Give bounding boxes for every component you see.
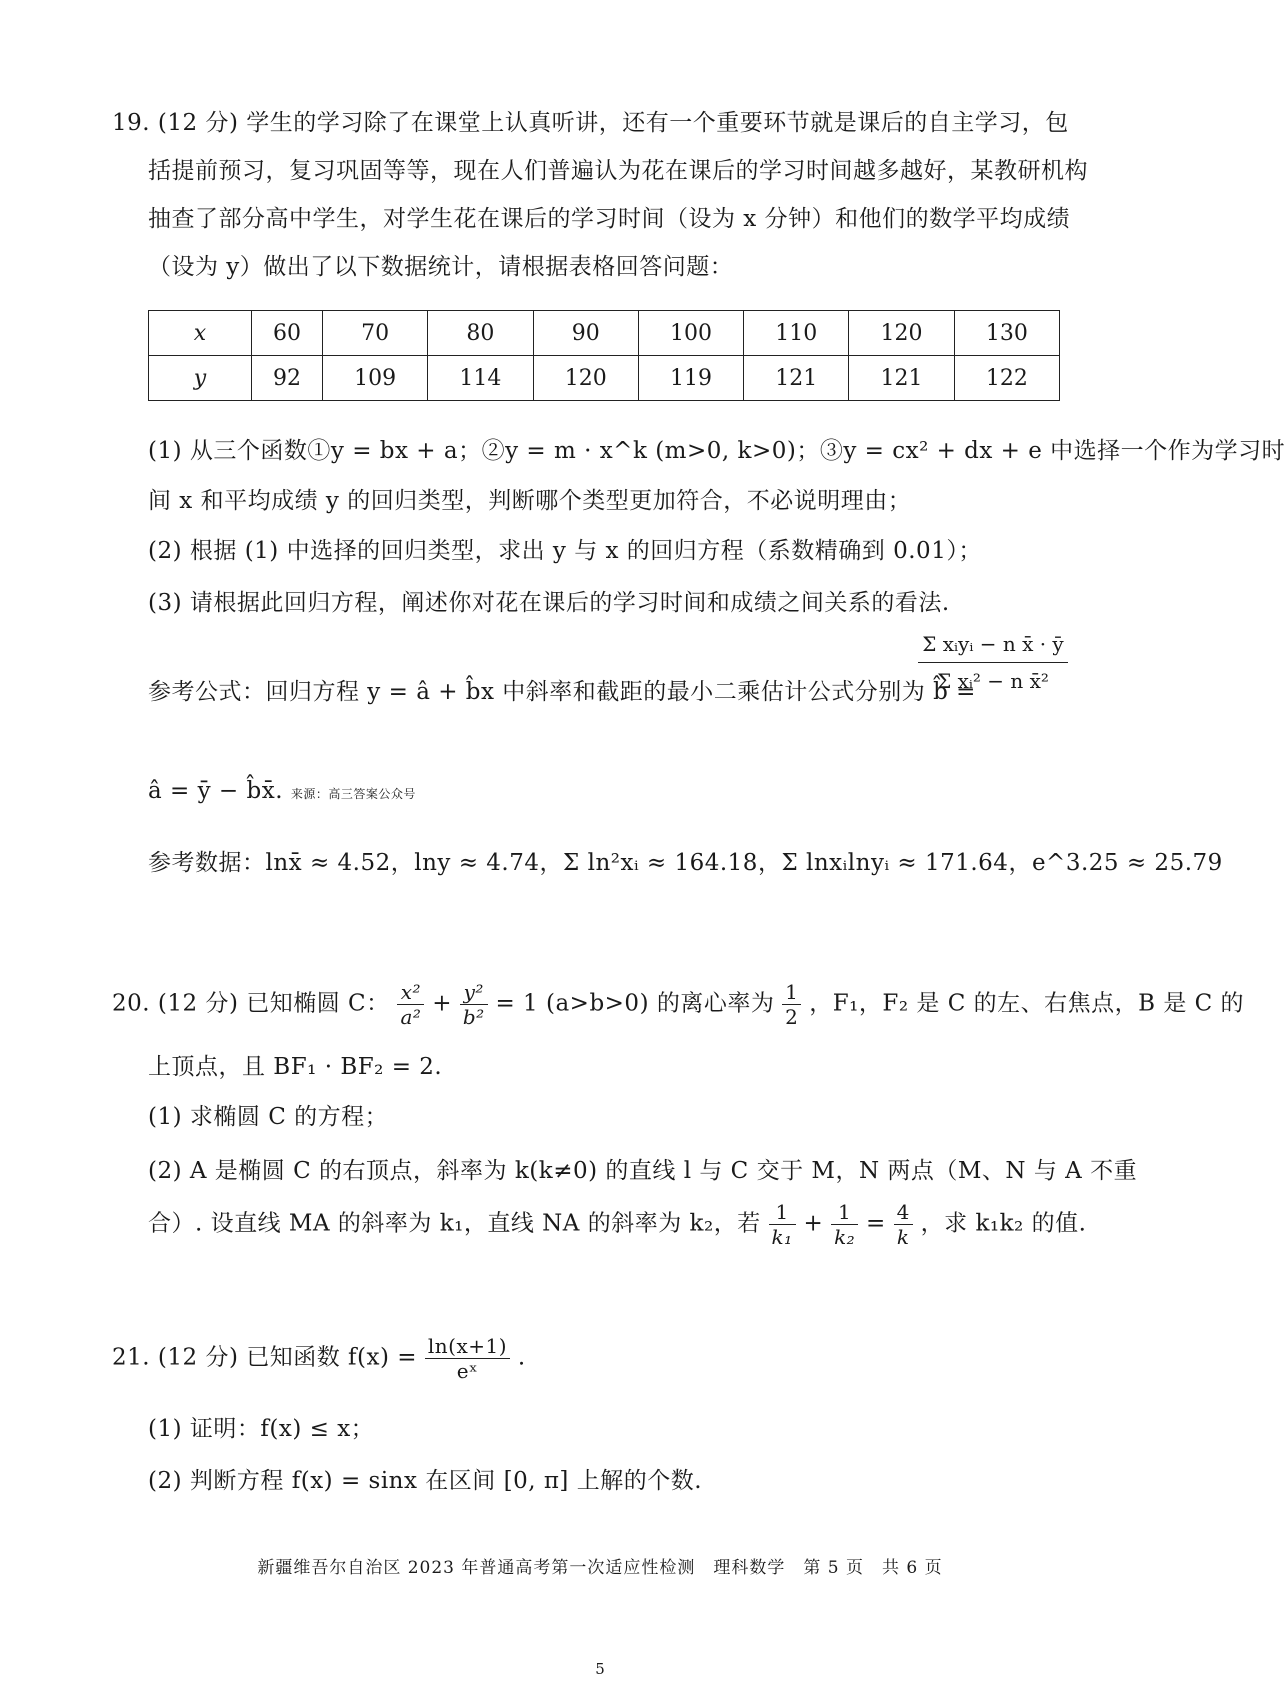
question-part: (3) 请根据此回归方程，阐述你对花在课后的学习时间和成绩之间关系的看法. (148, 590, 950, 616)
table-header-x: x (149, 311, 252, 356)
table-cell: 130 (954, 311, 1059, 356)
table-cell: 70 (323, 311, 428, 356)
question-text: 合）. 设直线 MA 的斜率为 k₁，直线 NA 的斜率为 k₂，若 (148, 1210, 761, 1237)
question-part: (2) 根据 (1) 中选择的回归类型，求出 y 与 x 的回归方程（系数精确到 0.01）； (148, 538, 982, 564)
question-part: (1) 从三个函数①y = bx + a；②y = m · x^k (m>0, k>0)；③y = cx² + dx + e 中选择一个作为学习时 (148, 438, 1285, 464)
table-cell: 80 (428, 311, 533, 356)
source-note: 来源：高三答案公众号 (290, 787, 416, 801)
fraction-denominator: Σ xᵢ² − n x̄² (937, 669, 1049, 693)
slope-fraction-2: $\frac{1}{\text{k₂}}$ (831, 1200, 858, 1249)
intercept-formula (148, 778, 416, 804)
intercept-formula-text: â = ȳ − b̂x̄. (148, 778, 283, 804)
question-21: 21. (12 分) 已知函数 f(x) = $\frac{\ln(x+1)}{\text{eˣ}}$ . (112, 1334, 526, 1383)
data-table (148, 310, 1060, 401)
slope-formula-fraction (918, 632, 1068, 693)
function-fraction: $\frac{\ln(x+1)}{\text{eˣ}}$ (425, 1334, 510, 1383)
question-19 (112, 104, 1069, 137)
question-text: (12 分) 已知椭圆 C： (157, 990, 390, 1017)
question-number: 21. (112, 1344, 151, 1371)
table-cell: 121 (744, 356, 849, 401)
reference-data: 参考数据：lnx̄ ≈ 4.52，lny ≈ 4.74，Σ ln²xᵢ ≈ 164.18，Σ lnxᵢlnyᵢ ≈ 171.64，e^3.25 ≈ 25.79 (148, 850, 1223, 876)
question-text: ，F₁，F₂ 是 C 的左、右焦点，B 是 C 的 (809, 990, 1245, 1017)
ellipse-term-x: $\frac{\text{x²}}{\text{a²}}$ (397, 980, 424, 1029)
table-cell: 92 (252, 356, 323, 401)
question-text-line: 括提前预习，复习巩固等等，现在人们普遍认为花在课后的学习时间越多越好，某教研机构 (148, 158, 1088, 184)
question-20: 20. (12 分) 已知椭圆 C： $\frac{\text{x²}}{\text{a²}}$ + $\frac{\text{y²}}{\text{b²}}$ = 1 (a>b>0) 的离心率为 $\frac{1}{2}$ ，F₁，F₂ 是 C 的左、右焦点，B 是 C 的 (112, 980, 1245, 1029)
question-number: 20. (112, 990, 151, 1017)
question-part: 合）. 设直线 MA 的斜率为 k₁，直线 NA 的斜率为 k₂，若 $\frac{1}{\text{k₁}}$ + $\frac{1}{\text{k₂}}$ = $\frac{4}{k}$ ，求 k₁k₂ 的值. (148, 1200, 1087, 1249)
table-cell: 90 (533, 311, 638, 356)
table-cell: 120 (533, 356, 638, 401)
table-cell: 122 (954, 356, 1059, 401)
page-number: 5 (595, 1660, 605, 1678)
table-row (149, 311, 1060, 356)
question-part: (2) 判断方程 f(x) = sinx 在区间 [0, π] 上解的个数. (148, 1468, 703, 1494)
table-cell: 109 (323, 356, 428, 401)
slope-fraction-1: $\frac{1}{\text{k₁}}$ (769, 1200, 796, 1249)
question-text: (a>b>0) 的离心率为 (545, 990, 775, 1017)
table-row (149, 356, 1060, 401)
table-cell: 100 (638, 311, 743, 356)
table-header-y: y (149, 356, 252, 401)
question-text: ，求 k₁k₂ 的值. (920, 1210, 1087, 1237)
question-number: 19. (112, 110, 151, 136)
fraction-numerator: Σ xᵢyᵢ − n x̄ · ȳ (918, 632, 1068, 663)
question-text-line: (12 分) 学生的学习除了在课堂上认真听讲，还有一个重要环节就是课后的自主学习，包 (157, 110, 1069, 136)
table-cell: 120 (849, 311, 954, 356)
question-part: (1) 证明：f(x) ≤ x； (148, 1416, 375, 1442)
page-footer: 新疆维吾尔自治区 2023 年普通高考第一次适应性检测 理科数学 第 5 页 共 6 页 (257, 1558, 943, 1578)
table-cell: 60 (252, 311, 323, 356)
question-part: (2) A 是椭圆 C 的右顶点，斜率为 k(k≠0) 的直线 l 与 C 交于 M，N 两点（M、N 与 A 不重 (148, 1158, 1138, 1184)
table-cell: 119 (638, 356, 743, 401)
slope-fraction-3: $\frac{4}{k}$ (894, 1200, 913, 1249)
reference-formula: 参考公式：回归方程 y = â + b̂x 中斜率和截距的最小二乘估计公式分别为 b̂ = (148, 679, 976, 705)
question-part: (1) 求椭圆 C 的方程； (148, 1104, 389, 1130)
eccentricity-fraction: $\frac{1}{2}$ (782, 980, 801, 1029)
question-text-line: 抽查了部分高中学生，对学生花在课后的学习时间（设为 x 分钟）和他们的数学平均成绩 (148, 206, 1071, 232)
question-text: (12 分) 已知函数 f(x) = (157, 1344, 418, 1371)
table-cell: 110 (744, 311, 849, 356)
ellipse-term-y: $\frac{\text{y²}}{\text{b²}}$ (460, 980, 488, 1029)
question-part: 间 x 和平均成绩 y 的回归类型，判断哪个类型更加符合，不必说明理由； (148, 488, 912, 514)
table-cell: 114 (428, 356, 533, 401)
question-text-line: （设为 y）做出了以下数据统计，请根据表格回答问题： (148, 254, 734, 280)
table-cell: 121 (849, 356, 954, 401)
question-text-line: 上顶点，且 BF₁ · BF₂ = 2. (148, 1054, 443, 1080)
